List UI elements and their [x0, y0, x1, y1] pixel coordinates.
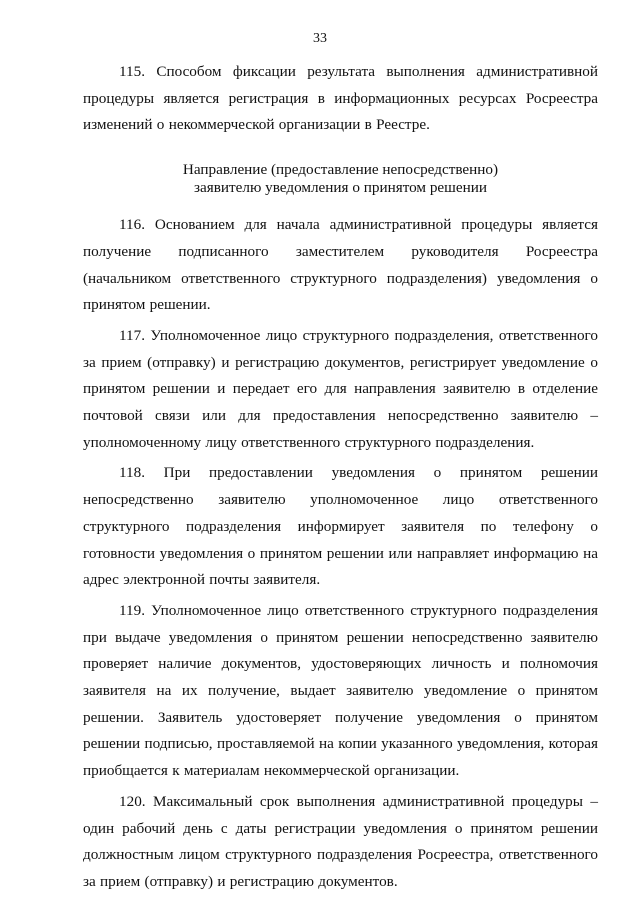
paragraph-120: 120. Максимальный срок выполнения административной процедуры – один рабочий день с даты регистрации уведомления о принятом решении должностным лицом структурного подразделения Росреестра, ответственного за прием (отправку) и регистрацию документов.	[83, 792, 598, 890]
section-heading-line-2: заявителю уведомления о принятом решении	[194, 179, 487, 197]
paragraph-119: 119. Уполномоченное лицо ответственного структурного подразделения при выдаче уведомления о принятом решении непосредственно заявителю проверяет наличие документов, удостоверяющих личность и полномочия заявителя на их получение, выдает заявителю уведомление о принятом решении. Заявитель удостоверяет получение уведомления о принятом решении подписью, проставляемой на копии указанного уведомления, которая приобщается к материалам некоммерческой организации.	[83, 601, 598, 780]
paragraph-116: 116. Основанием для начала административной процедуры является получение подписанного заместителем руководителя Росреестра (начальником ответственного структурного подразделения) уведомления о принятом решении.	[83, 216, 598, 314]
paragraph-115: 115. Способом фиксации результата выполнения административной процедуры является регистрация в информационных ресурсах Росреестра изменений о некоммерческой организации в Реестре.	[83, 63, 598, 134]
page-number: 33	[313, 31, 327, 46]
paragraph-118: 118. При предоставлении уведомления о принятом решении непосредственно заявителю уполномоченное лицо ответственного структурного подразделения информирует заявителя по телефону о готовности уведомления о принятом решении или направляет информацию на адрес электронной почты заявителя.	[83, 464, 598, 589]
section-heading	[83, 161, 598, 197]
paragraph-117: 117. Уполномоченное лицо структурного подразделения, ответственного за прием (отправку) и регистрацию документов, регистрирует уведомление о принятом решении и передает его для направления заявителю в отделение почтовой связи или для предоставления непосредственно заявителю – уполномоченному лицу ответственного структурного подразделения.	[83, 326, 598, 451]
section-heading-line-1: Направление (предоставление непосредственно)	[182, 161, 499, 179]
